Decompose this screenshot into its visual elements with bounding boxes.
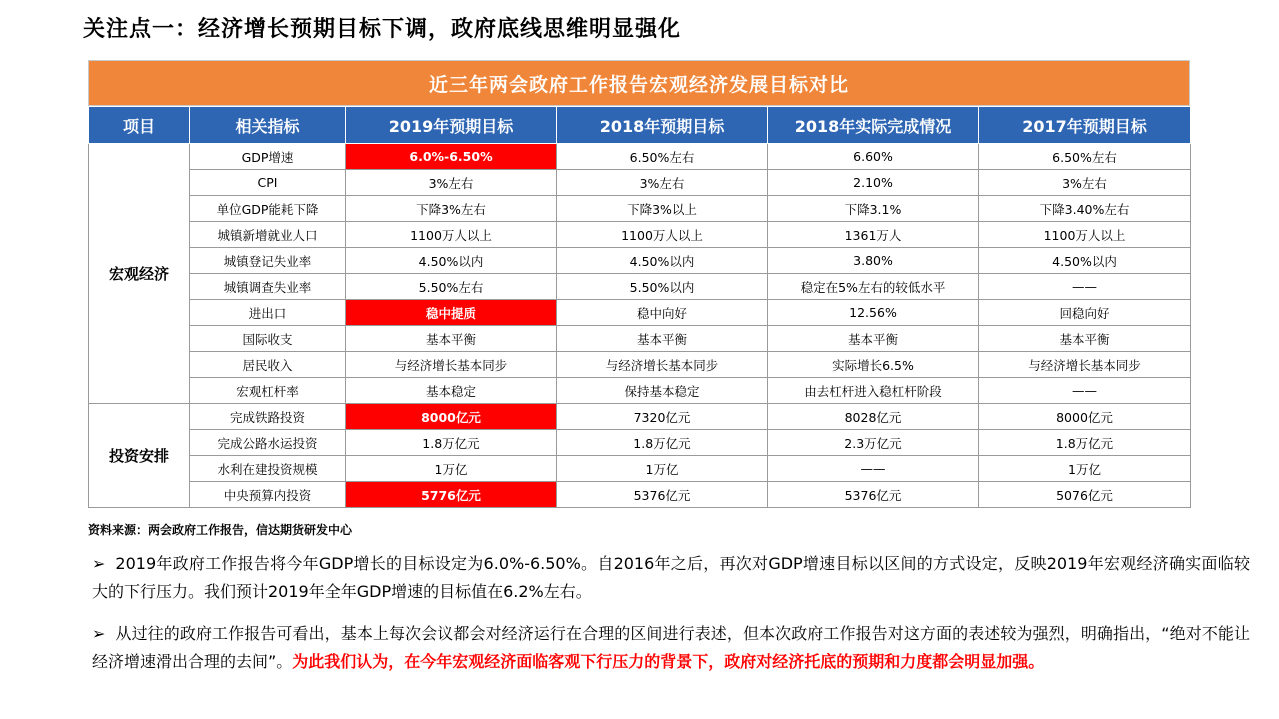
table-cell: 稳定在5%左右的较低水平	[768, 274, 979, 300]
table-cell: 由去杠杆进入稳杠杆阶段	[768, 378, 979, 404]
table-cell: 3%左右	[557, 170, 768, 196]
header-2018-target: 2018年预期目标	[557, 107, 768, 144]
table-cell: 6.50%左右	[979, 144, 1191, 170]
table-cell: GDP增速	[190, 144, 346, 170]
table-cell: 中央预算内投资	[190, 482, 346, 508]
table-cell: 水利在建投资规模	[190, 456, 346, 482]
paragraph-emphasis: 为此我们认为，在今年宏观经济面临客观下行压力的背景下，政府对经济托底的预期和力度都会明显加强。	[292, 652, 1045, 671]
table-cell: 5376亿元	[557, 482, 768, 508]
table-row	[89, 222, 1191, 248]
table-cell: 进出口	[190, 300, 346, 326]
table-cell: 1100万人以上	[557, 222, 768, 248]
header-2019-target: 2019年预期目标	[346, 107, 557, 144]
table-cell: 下降3%以上	[557, 196, 768, 222]
table-cell: 稳中向好	[557, 300, 768, 326]
table-cell: 完成公路水运投资	[190, 430, 346, 456]
table-cell: 居民收入	[190, 352, 346, 378]
table-cell: 完成铁路投资	[190, 404, 346, 430]
table-cell-highlight: 稳中提质	[346, 300, 557, 326]
table-cell: 1.8万亿元	[346, 430, 557, 456]
table-cell: 8028亿元	[768, 404, 979, 430]
table-cell: 1万亿	[979, 456, 1191, 482]
table-cell: 5076亿元	[979, 482, 1191, 508]
table-cell: 1100万人以上	[346, 222, 557, 248]
table-cell: 单位GDP能耗下降	[190, 196, 346, 222]
group-macro: 宏观经济	[89, 144, 190, 404]
table-cell: 3.80%	[768, 248, 979, 274]
comparison-table	[88, 60, 1190, 508]
table-cell: 城镇登记失业率	[190, 248, 346, 274]
table-row	[89, 170, 1191, 196]
table-cell: 4.50%以内	[557, 248, 768, 274]
table-cell: 与经济增长基本同步	[557, 352, 768, 378]
table-cell: 宏观杠杆率	[190, 378, 346, 404]
table-cell: 5376亿元	[768, 482, 979, 508]
table-row	[89, 378, 1191, 404]
arrow-bullet-icon: ➢	[92, 554, 106, 573]
table-cell: 1万亿	[557, 456, 768, 482]
table-cell: 4.50%以内	[979, 248, 1191, 274]
table-cell: 基本平衡	[346, 326, 557, 352]
table-cell: 5.50%以内	[557, 274, 768, 300]
table-caption: 近三年两会政府工作报告宏观经济发展目标对比	[88, 60, 1190, 106]
table-cell: 下降3%左右	[346, 196, 557, 222]
header-2018-actual: 2018年实际完成情况	[768, 107, 979, 144]
table-cell: 下降3.1%	[768, 196, 979, 222]
table-row	[89, 274, 1191, 300]
table-cell: ——	[979, 378, 1191, 404]
table-row	[89, 430, 1191, 456]
table-cell: 1万亿	[346, 456, 557, 482]
table-cell: ——	[768, 456, 979, 482]
header-item: 项目	[89, 107, 190, 144]
table-cell: 与经济增长基本同步	[979, 352, 1191, 378]
table-cell: 国际收支	[190, 326, 346, 352]
table-cell-highlight: 6.0%-6.50%	[346, 144, 557, 170]
table-cell: 基本平衡	[979, 326, 1191, 352]
table-cell: 1100万人以上	[979, 222, 1191, 248]
table-cell: ——	[979, 274, 1191, 300]
arrow-bullet-icon: ➢	[92, 624, 106, 643]
table-cell: 1.8万亿元	[979, 430, 1191, 456]
bullet-paragraph-2	[92, 620, 1250, 676]
table-cell: 1.8万亿元	[557, 430, 768, 456]
table-row	[89, 482, 1191, 508]
table-cell: 6.60%	[768, 144, 979, 170]
table-row	[89, 326, 1191, 352]
table-cell: 2.3万亿元	[768, 430, 979, 456]
table-cell: 保持基本稳定	[557, 378, 768, 404]
header-indicator: 相关指标	[190, 107, 346, 144]
table-cell: 回稳向好	[979, 300, 1191, 326]
table-cell: CPI	[190, 170, 346, 196]
header-2017-target: 2017年预期目标	[979, 107, 1191, 144]
table-cell: 5.50%左右	[346, 274, 557, 300]
table-cell: 基本平衡	[768, 326, 979, 352]
table-cell: 基本平衡	[557, 326, 768, 352]
table-row	[89, 248, 1191, 274]
table-cell: 4.50%以内	[346, 248, 557, 274]
table-cell: 基本稳定	[346, 378, 557, 404]
table-cell: 2.10%	[768, 170, 979, 196]
table-header-row	[89, 107, 1191, 144]
table-cell: 8000亿元	[979, 404, 1191, 430]
table-cell: 下降3.40%左右	[979, 196, 1191, 222]
table-cell: 3%左右	[979, 170, 1191, 196]
table-cell: 城镇调查失业率	[190, 274, 346, 300]
table-cell: 12.56%	[768, 300, 979, 326]
source-note: 资料来源：两会政府工作报告，信达期货研发中心	[88, 523, 353, 537]
table-row	[89, 456, 1191, 482]
table-cell: 城镇新增就业人口	[190, 222, 346, 248]
table-cell: 6.50%左右	[557, 144, 768, 170]
table-cell-highlight: 8000亿元	[346, 404, 557, 430]
group-invest: 投资安排	[89, 404, 190, 508]
table-cell: 3%左右	[346, 170, 557, 196]
table-cell: 1361万人	[768, 222, 979, 248]
table-cell: 7320亿元	[557, 404, 768, 430]
table-row	[89, 196, 1191, 222]
table-cell: 实际增长6.5%	[768, 352, 979, 378]
table-row	[89, 404, 1191, 430]
paragraph-text: 2019年政府工作报告将今年GDP增长的目标设定为6.0%-6.50%。自2016年之后，再次对GDP增速目标以区间的方式设定，反映2019年宏观经济确实面临较大的下行压力。我们预计2019年全年GDP增速的目标值在6.2%左右。	[92, 554, 1250, 601]
page-title: 关注点一：经济增长预期目标下调，政府底线思维明显强化	[83, 17, 682, 42]
paragraph-text: 从过往的政府工作报告可看出，基本上每次会议都会对经济运行在合理的区间进行表述，但本次政府工作报告对这方面的表述较为强烈，明确指出，“绝对不能让经济增速滑出合理的去间”。	[92, 624, 1250, 671]
table-cell-highlight: 5776亿元	[346, 482, 557, 508]
table-row	[89, 352, 1191, 378]
bullet-paragraph-1	[92, 550, 1250, 606]
table-row	[89, 300, 1191, 326]
table-cell: 与经济增长基本同步	[346, 352, 557, 378]
table-row	[89, 144, 1191, 170]
